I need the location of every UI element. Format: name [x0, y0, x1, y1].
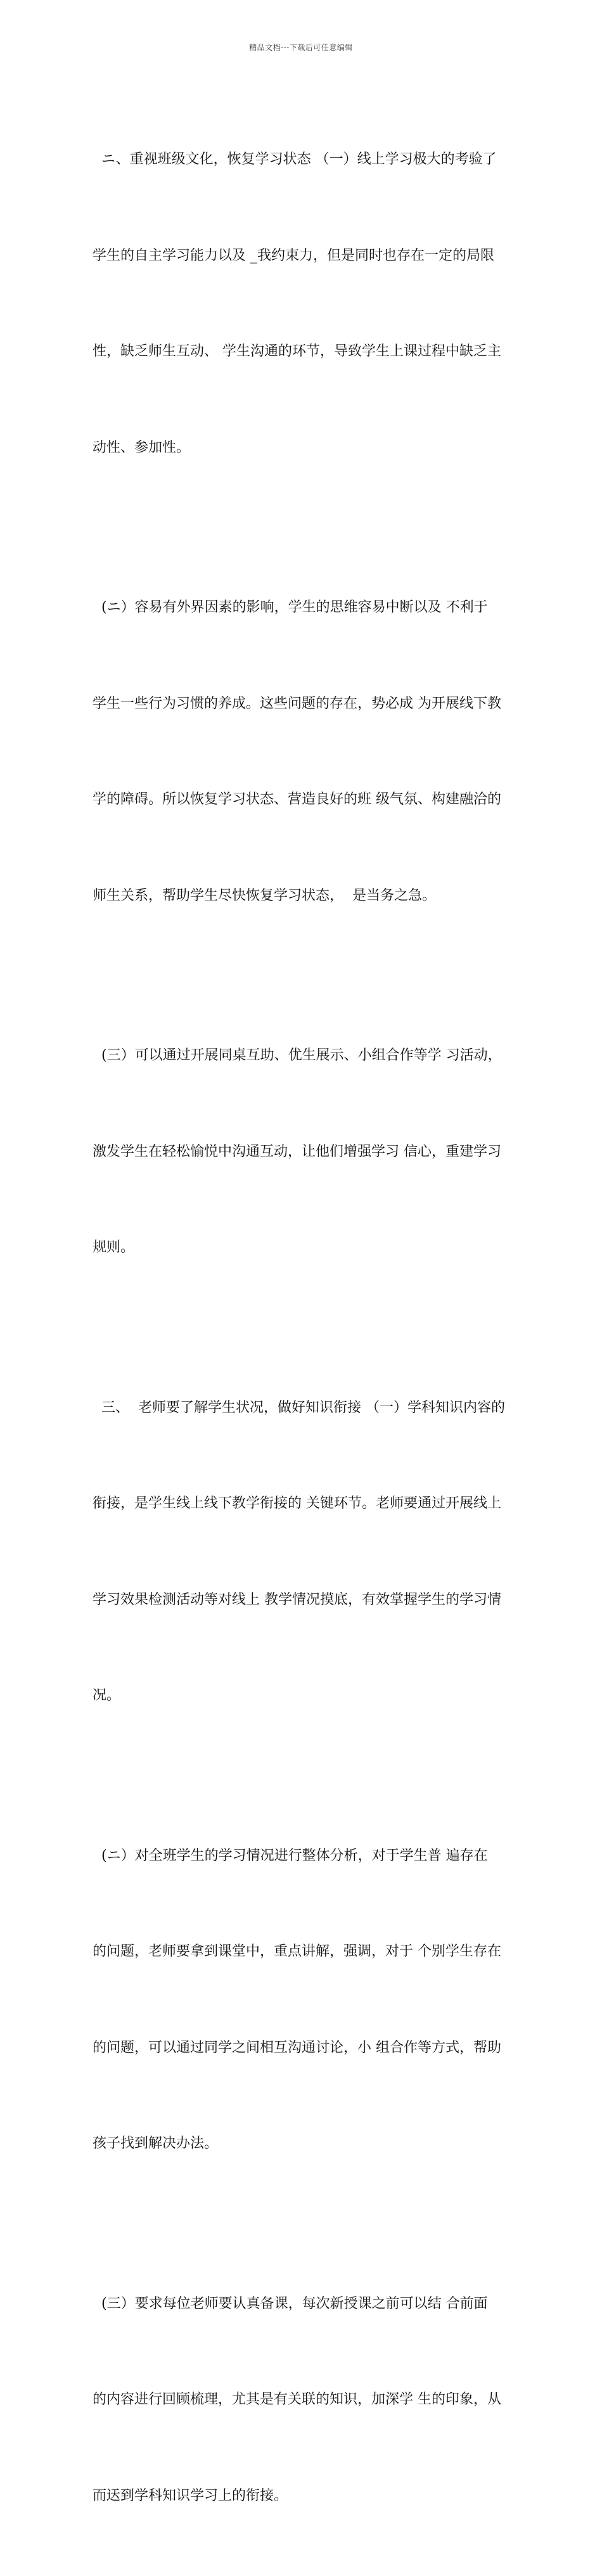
paragraph-line: 激发学生在轻松愉悦中沟通互动，让他们增强学习 信心，重建学习: [93, 1136, 513, 1169]
paragraph-line: 衔接，是学生线上线下教学衔接的 关键环节。老师要通过开展线上: [93, 1488, 513, 1520]
paragraph-1: [93, 80, 513, 528]
paragraph-4: [93, 1328, 513, 1776]
paragraph-line: (ニ）容易有外界因素的影响，学生的思维容易中断以及 不利于: [93, 592, 513, 624]
paragraph-line: 动性、参加性。: [93, 432, 513, 465]
paragraph-line: 的问题，老师要拿到课堂中，重点讲解，强调，对于 个别学生存在: [93, 1936, 513, 1968]
document-page: [0, 0, 602, 852]
paragraph-line: (三）可以通过开展同桌互助、优生展示、小组合作等学 习活动，: [93, 1040, 513, 1072]
paragraph-line: 学生一些行为习惯的养成。这些问题的存在，势必成 为开展线下教: [93, 688, 513, 721]
paragraph-line: 规则。: [93, 1232, 513, 1264]
paragraph-3: [93, 976, 513, 1328]
paragraph-line: 孩子找到解决办法。: [93, 2128, 513, 2160]
paragraph-line: 况。: [93, 1680, 513, 1712]
paragraph-line: ニ、重视班级文化，恢复学习状态 （一）线上学习极大的考验了: [93, 144, 513, 176]
paragraph-line: 学生的自主学习能力以及 _我约束力，但是同时也存在一定的局限: [93, 240, 513, 272]
paragraph-6: [93, 2224, 513, 2576]
paragraph-2: [93, 528, 513, 976]
document-body: [93, 80, 513, 2576]
paragraph-line: 的内容进行回顾梳理，尤其是有关联的知识，加深学 生的印象，从: [93, 2384, 513, 2416]
paragraph-line: 三、 老师要了解学生状况，做好知识衔接 （一）学科知识内容的: [93, 1392, 513, 1425]
paragraph-line: (ニ）对全班学生的学习情况进行整体分析，对于学生普 遍存在: [93, 1840, 513, 1873]
paragraph-line: 学的障碍。所以恢复学习状态、营造良好的班 级气氛、构建融洽的: [93, 784, 513, 816]
paragraph-line: 的问题，可以通过同学之间相互沟通讨论，小 组合作等方式，帮助: [93, 2032, 513, 2065]
paragraph-line: 学习效果检测活动等对线上 教学情况摸底，有效掌握学生的学习情: [93, 1584, 513, 1617]
paragraph-line: 性，缺乏师生互动、 学生沟通的环节，导致学生上课过程中缺乏主: [93, 336, 513, 368]
page-header: 精品文档---下载后可任意编辑: [0, 42, 602, 53]
paragraph-line: (三）要求每位老师要认真备课，每次新授课之前可以结 合前面: [93, 2288, 513, 2321]
paragraph-5: [93, 1776, 513, 2224]
paragraph-line: 而迗到学科知识学习上的衔接。: [93, 2480, 513, 2513]
paragraph-line: 师生关系，帮助学生尽快恢复学习状态， 是当务之急。: [93, 880, 513, 913]
